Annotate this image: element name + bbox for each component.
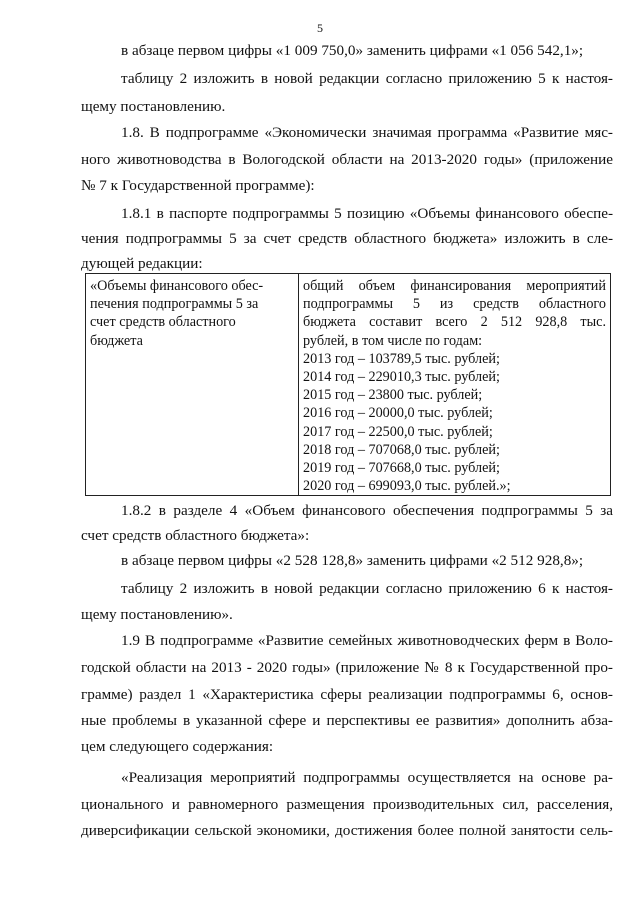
- cell-line: бюджета: [90, 332, 143, 349]
- cell-line: 2018 год – 707068,0 тыс. рублей;: [303, 441, 500, 458]
- cell-line: 2014 год – 229010,3 тыс. рублей;: [303, 369, 500, 386]
- paragraph-line: 1.8. В подпрограмме «Экономически значимая программа «Развитие мяс-: [121, 124, 613, 141]
- cell-line: 2013 год – 103789,5 тыс. рублей;: [303, 350, 500, 367]
- cell-line: «Объемы финансового обес-: [90, 278, 264, 294]
- cell-line: бюджета составит всего 2 512 928,8 тыс.: [303, 314, 606, 331]
- paragraph-line: годской области на 2013 - 2020 годы» (приложение № 8 к Государственной про-: [81, 659, 613, 676]
- paragraph-line: щему постановлению.: [81, 98, 226, 115]
- paragraph-line: счет средств областного бюджета»:: [81, 527, 310, 544]
- cell-line: общий объем финансирования мероприятий: [303, 278, 606, 294]
- cell-line: 2016 год – 20000,0 тыс. рублей;: [303, 405, 493, 422]
- paragraph-line: № 7 к Государственной программе):: [81, 177, 315, 194]
- table-cell-label: [86, 274, 299, 496]
- paragraph-line: таблицу 2 изложить в новой редакции согласно приложению 5 к настоя-: [121, 70, 613, 87]
- page-number: 5: [317, 21, 323, 35]
- paragraph-line: дующей редакции:: [81, 255, 203, 272]
- cell-line: печения подпрограммы 5 за: [90, 296, 259, 313]
- table-cell-value: [299, 274, 611, 496]
- paragraph-line: ного животноводства в Вологодской области на 2013-2020 годы» (приложение: [81, 151, 613, 168]
- paragraph-line: цем следующего содержания:: [81, 738, 274, 755]
- paragraph-line: в абзаце первом цифры «2 528 128,8» заменить цифрами «2 512 928,8»;: [121, 552, 584, 569]
- paragraph-line: в абзаце первом цифры «1 009 750,0» заменить цифрами «1 056 542,1»;: [121, 42, 584, 59]
- cell-line: подпрограммы 5 из средств областного: [303, 296, 606, 313]
- paragraph-line: 1.8.1 в паспорте подпрограммы 5 позицию «Объемы финансового обеспе-: [121, 205, 613, 222]
- cell-line: 2017 год – 22500,0 тыс. рублей;: [303, 423, 493, 440]
- paragraph-line: ные проблемы в указанной сфере и перспективы ее развития» дополнить абза-: [81, 712, 613, 729]
- table-row: [86, 274, 611, 496]
- passport-table: [85, 273, 611, 496]
- cell-line: 2015 год – 23800 тыс. рублей;: [303, 387, 483, 404]
- paragraph-line: диверсификации сельской экономики, достижения более полной занятости сель-: [81, 822, 613, 839]
- paragraph-line: таблицу 2 изложить в новой редакции согласно приложению 6 к настоя-: [121, 580, 613, 597]
- cell-line: счет средств областного: [90, 314, 236, 331]
- paragraph-line: 1.9 В подпрограмме «Развитие семейных животноводческих ферм в Воло-: [121, 632, 613, 649]
- paragraph-line: чения подпрограммы 5 за счет средств областного бюджета» изложить в сле-: [81, 230, 613, 247]
- paragraph-line: щему постановлению».: [81, 606, 233, 623]
- paragraph-line: «Реализация мероприятий подпрограммы осуществляется на основе ра-: [121, 769, 613, 786]
- cell-line: рублей, в том числе по годам:: [303, 332, 483, 349]
- paragraph-line: ционального и равномерного размещения производительных сил, расселения,: [81, 796, 613, 813]
- paragraph-line: 1.8.2 в разделе 4 «Объем финансового обеспечения подпрограммы 5 за: [121, 502, 613, 519]
- cell-line: 2020 год – 699093,0 тыс. рублей.»;: [303, 478, 511, 495]
- cell-line: 2019 год – 707668,0 тыс. рублей;: [303, 460, 500, 477]
- paragraph-line: грамме) раздел 1 «Характеристика сферы реализации подпрограммы 6, основ-: [81, 686, 613, 703]
